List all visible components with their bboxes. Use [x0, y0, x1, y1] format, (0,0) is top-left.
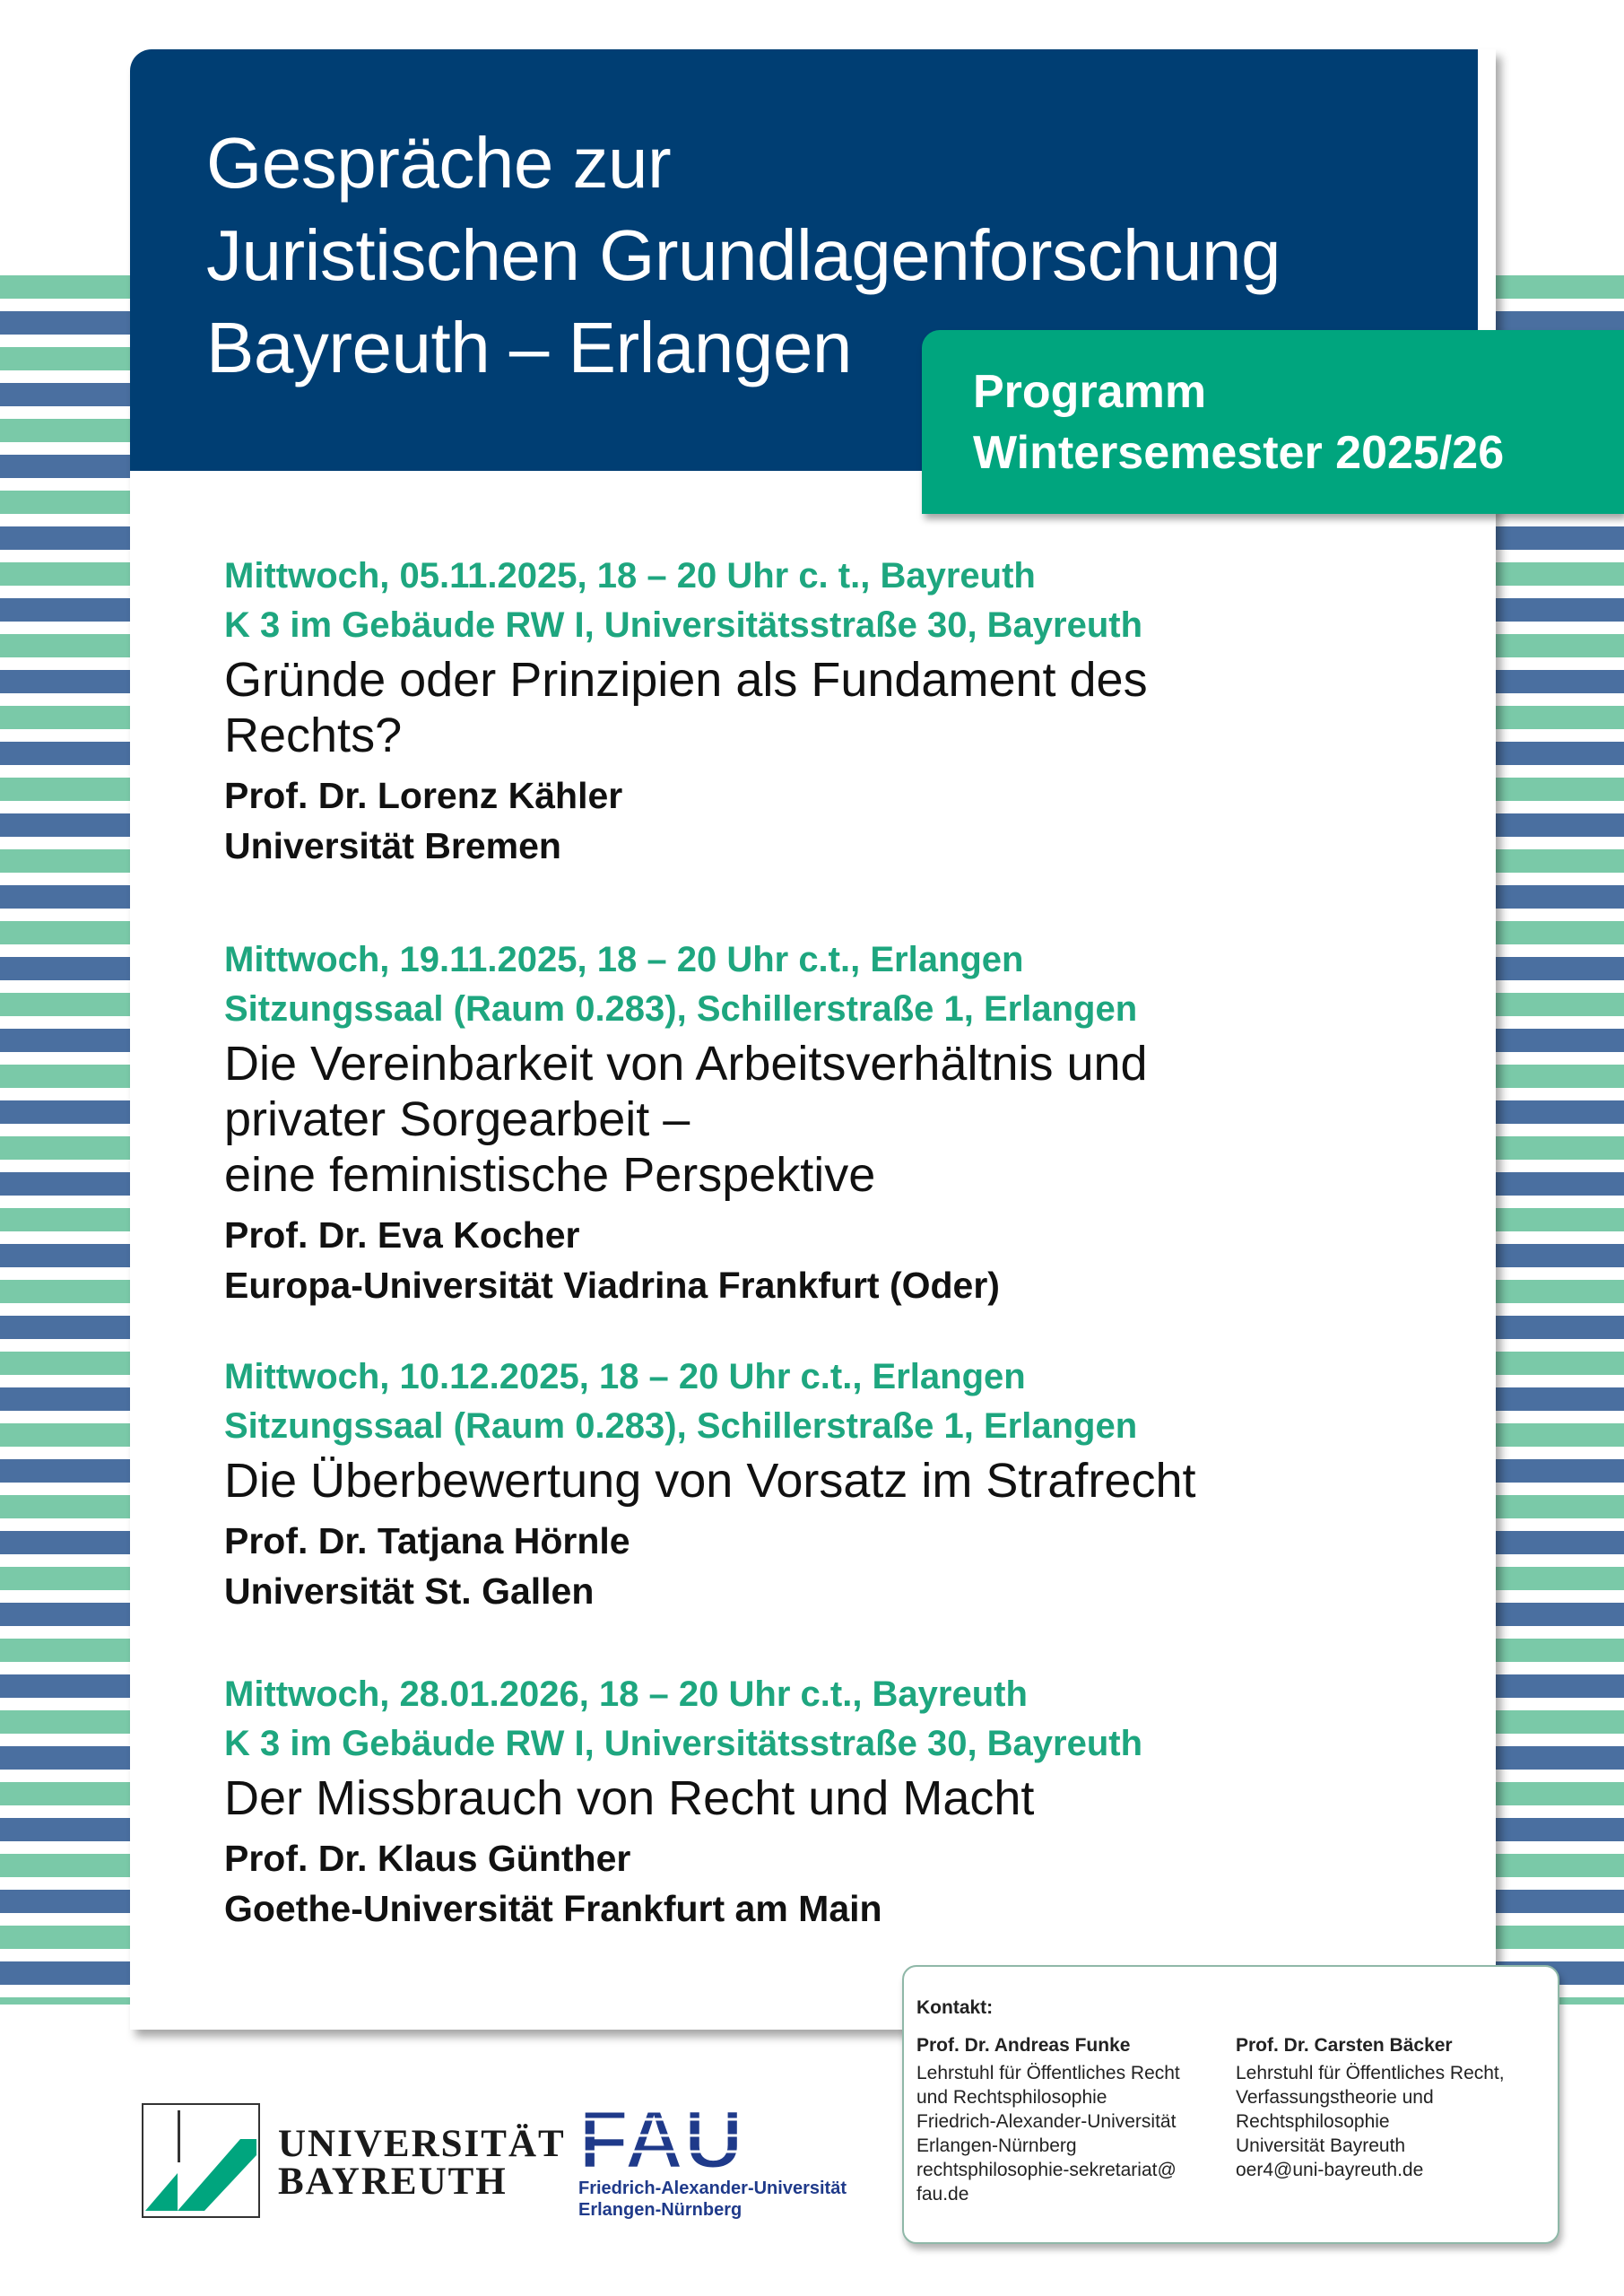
program-badge: [922, 330, 1624, 514]
contact-line: Lehrstuhl für Öffentliches Recht,: [1236, 2063, 1505, 2083]
event-date: Mittwoch, 05.11.2025, 18 – 20 Uhr c. t., Bayreuth: [224, 556, 1036, 596]
event-title: [224, 1453, 1480, 1509]
contact-email[interactable]: fau.de: [916, 2184, 969, 2205]
event-item: [224, 935, 1480, 1310]
poster-title-line: Bayreuth – Erlangen: [206, 308, 852, 387]
event-title: [224, 1770, 1480, 1826]
contact-label: Kontakt:: [916, 1997, 994, 2018]
contact-line: Universität Bayreuth: [1236, 2135, 1406, 2156]
event-title-line: Der Missbrauch von Recht und Macht: [224, 1771, 1035, 1825]
fau-line: Erlangen-Nürnberg: [578, 2200, 743, 2220]
event-location: Sitzungssaal (Raum 0.283), Schillerstraße 1, Erlangen: [224, 1406, 1138, 1446]
event-title: [224, 652, 1480, 763]
event-speaker: Prof. Dr. Lorenz Kähler: [224, 775, 623, 816]
fau-line: Friedrich-Alexander-Universität: [578, 2179, 847, 2198]
poster-title-line: Juristischen Grundlagenforschung: [206, 215, 1281, 295]
event-title-line: Die Vereinbarkeit von Arbeitsverhältnis und: [224, 1037, 1148, 1091]
fau-logo-text: FAU: [578, 2103, 743, 2175]
event-title-line: Gründe oder Prinzipien als Fundament des: [224, 653, 1148, 707]
contact-line: Erlangen-Nürnberg: [916, 2135, 1077, 2156]
event-affiliation: Europa-Universität Viadrina Frankfurt (Oder): [224, 1265, 1000, 1306]
program-label: Programm: [973, 366, 1207, 418]
contact-email[interactable]: oer4@uni-bayreuth.de: [1236, 2160, 1424, 2180]
event-item: [224, 1352, 1480, 1616]
contact-line: Lehrstuhl für Öffentliches Recht: [916, 2063, 1180, 2083]
ubt-line: UNIVERSITÄT: [278, 2123, 566, 2165]
contact-person: [916, 2033, 1221, 2206]
fau-wordmark: [578, 2178, 847, 2221]
semester-label: Wintersemester 2025/26: [973, 427, 1505, 479]
poster-title-line: Gespräche zur: [206, 123, 672, 203]
contact-name: Prof. Dr. Carsten Bäcker: [1236, 2035, 1453, 2056]
contact-box: [902, 1965, 1559, 2244]
event-title-line: Die Überbewertung von Vorsatz im Strafrecht: [224, 1454, 1196, 1508]
ubt-line: BAYREUTH: [278, 2161, 508, 2203]
event-title: [224, 1036, 1480, 1203]
event-title-line: eine feministische Perspektive: [224, 1148, 876, 1202]
event-speaker: Prof. Dr. Eva Kocher: [224, 1214, 580, 1256]
contact-line: Verfassungstheorie und: [1236, 2087, 1434, 2108]
event-affiliation: Universität Bremen: [224, 825, 561, 866]
fau-logo-icon: [578, 2103, 758, 2175]
event-title-line: privater Sorgearbeit –: [224, 1092, 690, 1146]
event-location: Sitzungssaal (Raum 0.283), Schillerstraße 1, Erlangen: [224, 989, 1138, 1029]
contact-line: und Rechtsphilosophie: [916, 2087, 1107, 2108]
contact-person: [1236, 2033, 1541, 2182]
event-location: K 3 im Gebäude RW I, Universitätsstraße 30, Bayreuth: [224, 605, 1143, 645]
contact-line: Friedrich-Alexander-Universität: [916, 2111, 1177, 2132]
contact-line: Rechtsphilosophie: [1236, 2111, 1390, 2132]
event-item: [224, 552, 1480, 871]
event-title-line: Rechts?: [224, 709, 403, 762]
event-affiliation: Goethe-Universität Frankfurt am Main: [224, 1888, 882, 1929]
event-date: Mittwoch, 28.01.2026, 18 – 20 Uhr c.t., Bayreuth: [224, 1674, 1028, 1714]
contact-email[interactable]: rechtsphilosophie-sekretariat@: [916, 2160, 1177, 2180]
university-bayreuth-wordmark: [278, 2123, 566, 2203]
event-speaker: Prof. Dr. Klaus Günther: [224, 1838, 631, 1879]
event-speaker: Prof. Dr. Tatjana Hörnle: [224, 1520, 630, 1561]
event-date: Mittwoch, 19.11.2025, 18 – 20 Uhr c.t., Erlangen: [224, 940, 1024, 979]
event-affiliation: Universität St. Gallen: [224, 1570, 595, 1612]
contact-name: Prof. Dr. Andreas Funke: [916, 2035, 1131, 2056]
event-date: Mittwoch, 10.12.2025, 18 – 20 Uhr c.t., Erlangen: [224, 1357, 1026, 1396]
university-bayreuth-logo-icon: [142, 2103, 260, 2218]
event-item: [224, 1670, 1480, 1934]
event-location: K 3 im Gebäude RW I, Universitätsstraße 30, Bayreuth: [224, 1724, 1143, 1763]
